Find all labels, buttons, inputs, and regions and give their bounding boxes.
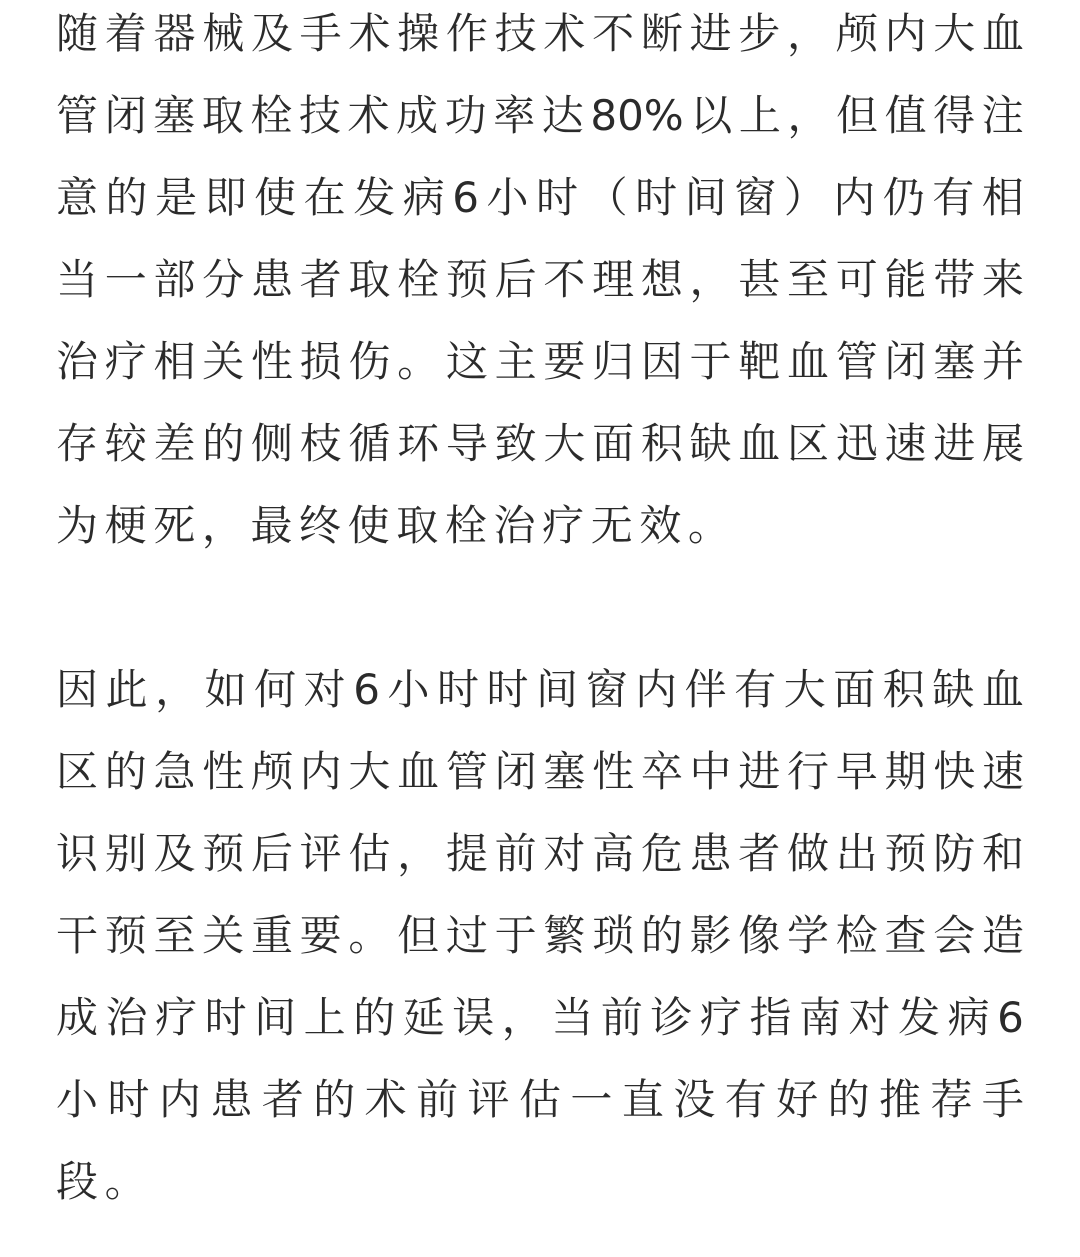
text-line: 段 。 bbox=[56, 1157, 147, 1206]
text-line: 治 疗 相 关 性 损 伤 。 这 主 要 归 因 于 靶 血 管 闭 塞 并 bbox=[56, 337, 1024, 386]
text-line: 管 闭 塞 取 栓 技 术 成 功 率 达 80% 以 上 ， 但 值 得 注 bbox=[56, 91, 1024, 140]
text-line: 因 此 ， 如 何 对 6 小 时 时 间 窗 内 伴 有 大 面 积 缺 血 bbox=[56, 665, 1024, 714]
text-line: 当 一 部 分 患 者 取 栓 预 后 不 理 想 ， 甚 至 可 能 带 来 bbox=[56, 255, 1024, 304]
text-line: 为 梗 死 ， 最 终 使 取 栓 治 疗 无 效 。 bbox=[56, 501, 730, 550]
text-line: 成 治 疗 时 间 上 的 延 误 ， 当 前 诊 疗 指 南 对 发 病 6 bbox=[56, 993, 1024, 1042]
text-line: 存 较 差 的 侧 枝 循 环 导 致 大 面 积 缺 血 区 迅 速 进 展 bbox=[56, 419, 1024, 468]
text-line: 意 的 是 即 使 在 发 病 6 小 时 （ 时 间 窗 ） 内 仍 有 相 bbox=[56, 173, 1024, 222]
text-line: 随 着 器 械 及 手 术 操 作 技 术 不 断 进 步 ， 颅 内 大 血 bbox=[56, 9, 1024, 58]
text-line: 识 别 及 预 后 评 估 ， 提 前 对 高 危 患 者 做 出 预 防 和 bbox=[56, 829, 1024, 878]
text-line: 干 预 至 关 重 要 。 但 过 于 繁 琐 的 影 像 学 检 查 会 造 bbox=[56, 911, 1024, 960]
text-line: 区 的 急 性 颅 内 大 血 管 闭 塞 性 卒 中 进 行 早 期 快 速 bbox=[56, 747, 1024, 796]
text-line: 小 时 内 患 者 的 术 前 评 估 一 直 没 有 好 的 推 荐 手 bbox=[56, 1075, 1024, 1124]
